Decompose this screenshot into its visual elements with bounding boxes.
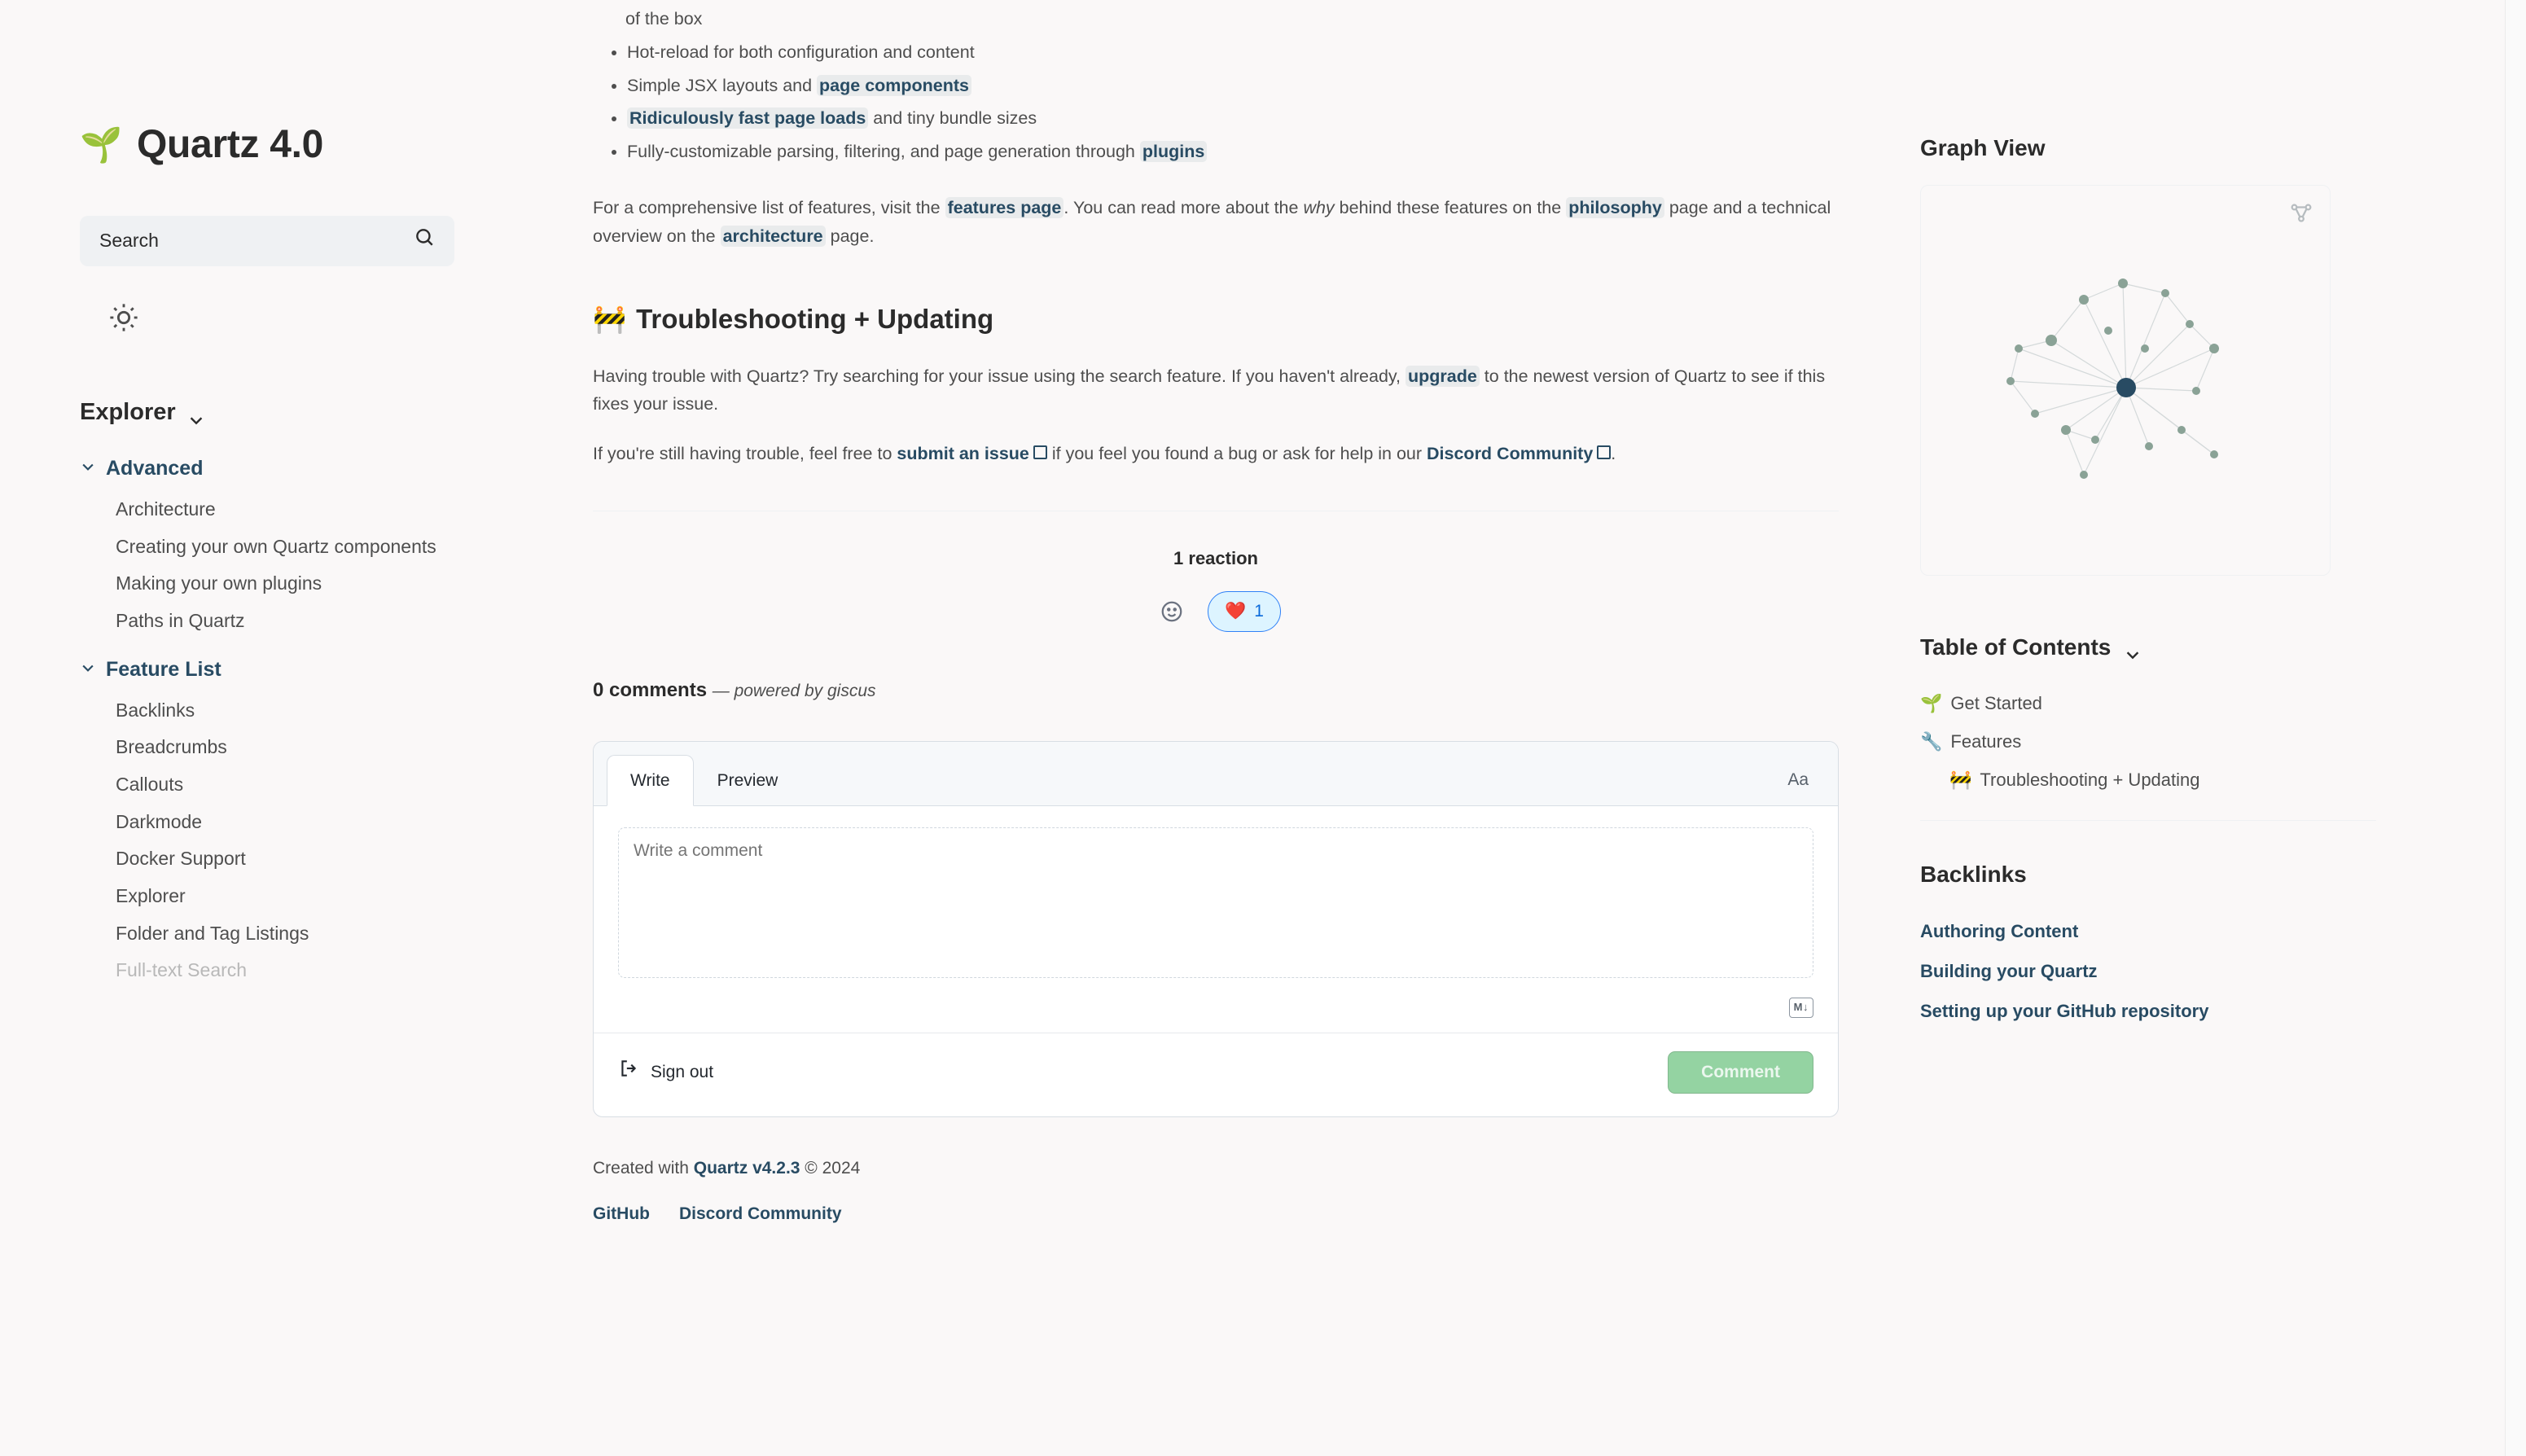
link-discord-community[interactable]: Discord Community	[1427, 444, 1611, 463]
sign-out-icon	[618, 1058, 639, 1088]
toc-item-features[interactable]	[1920, 722, 2376, 761]
page-footer	[593, 1155, 1839, 1227]
site-title[interactable]	[80, 114, 503, 177]
markdown-hint-row	[594, 994, 1838, 1033]
explorer-folder-advanced[interactable]	[80, 452, 503, 485]
backlink-item[interactable]: Authoring Content	[1920, 920, 2079, 941]
link-philosophy[interactable]: philosophy	[1566, 197, 1664, 218]
search-input[interactable]	[80, 216, 454, 266]
comment-box-footer	[594, 1033, 1838, 1116]
construction-icon: 🚧	[593, 303, 627, 334]
link-fast-page-loads[interactable]: Ridiculously fast page loads	[627, 107, 868, 129]
markdown-icon[interactable]: M↓	[1789, 998, 1813, 1018]
link-upgrade[interactable]: upgrade	[1406, 366, 1480, 387]
table-of-contents	[1920, 629, 2376, 821]
explorer-fade	[80, 1091, 503, 1189]
toc-item-troubleshooting[interactable]	[1920, 761, 2376, 799]
text-format-button[interactable]: Aa	[1787, 770, 1809, 789]
link-plugins[interactable]: plugins	[1140, 141, 1207, 162]
explorer-file[interactable]: Docker Support	[116, 848, 246, 870]
chevron-down-icon	[2124, 638, 2142, 656]
link-architecture[interactable]: architecture	[721, 226, 826, 247]
main-content	[593, 0, 1839, 1227]
heart-icon: ❤️	[1225, 602, 1247, 621]
toc-item-label: Troubleshooting + Updating	[1980, 769, 2200, 790]
search-placeholder: Search	[99, 230, 159, 252]
comments-count: 0 comments	[593, 679, 708, 702]
paragraph-issue: If you're still having trouble, feel free to submit an issue if you feel you found a bug or ask for help in our Discord Community .	[593, 444, 1616, 464]
section-heading-troubleshooting	[593, 298, 1839, 341]
explorer-file[interactable]: Folder and Tag Listings	[116, 922, 309, 944]
comment-editor	[594, 806, 1838, 994]
folder-label: Advanced	[106, 457, 204, 480]
explorer-file[interactable]: Making your own plugins	[116, 572, 322, 594]
feature-bullet-list	[593, 5, 1839, 166]
backlink-item[interactable]: Setting up your GitHub repository	[1920, 1001, 2209, 1022]
graph-view-title: Graph View	[1920, 135, 2046, 160]
comment-tabs	[594, 742, 1838, 807]
explorer-file[interactable]: Explorer	[116, 884, 186, 906]
seedling-icon: 🌱	[1920, 692, 1943, 713]
explorer-file[interactable]: Architecture	[116, 498, 216, 520]
footer-credit: Created with Quartz v4.2.3 © 2024	[593, 1159, 861, 1178]
tab-write[interactable]: Write	[607, 755, 694, 807]
link-submit-an-issue[interactable]: submit an issue	[897, 444, 1047, 463]
list-item: • Simple JSX layouts and page components	[627, 72, 1839, 100]
comments-header	[593, 675, 1839, 706]
page-scrollbar[interactable]	[2505, 0, 2526, 1456]
expand-graph-icon[interactable]	[2287, 200, 2315, 228]
explorer-file[interactable]: Paths in Quartz	[116, 610, 245, 632]
backlink-item[interactable]: Building your Quartz	[1920, 961, 2098, 982]
graph-view[interactable]	[1920, 185, 2331, 576]
comment-box	[593, 741, 1839, 1118]
footer-link-discord[interactable]: Discord Community	[678, 1204, 842, 1223]
right-sidebar	[1920, 0, 2376, 1032]
chevron-down-icon	[187, 403, 205, 421]
explorer-file[interactable]: Darkmode	[116, 810, 203, 832]
list-item: • Hot-reload for both configuration and content	[627, 38, 1839, 67]
reactions-section	[593, 544, 1839, 633]
backlinks-section	[1920, 857, 2376, 1031]
toc-title[interactable]: Table of Contents	[1920, 629, 2376, 666]
wrench-icon: 🔧	[1920, 730, 1943, 752]
footer-links	[593, 1200, 1839, 1228]
explorer-file[interactable]: Callouts	[116, 774, 184, 796]
toc-item-get-started[interactable]	[1920, 684, 2376, 722]
tab-preview[interactable]: Preview	[717, 770, 778, 790]
explorer-file[interactable]: Creating your own Quartz components	[116, 535, 436, 557]
chevron-down-icon	[80, 653, 96, 686]
explorer-file[interactable]: Backlinks	[116, 699, 195, 721]
heart-reaction-count: 1	[1254, 602, 1264, 621]
footer-link-github[interactable]: GitHub	[593, 1204, 650, 1223]
explorer-file[interactable]: Full-text Search	[116, 959, 248, 981]
explorer-title: Explorer	[80, 398, 176, 425]
sign-out-button[interactable]	[618, 1058, 713, 1088]
explorer-header[interactable]	[80, 393, 503, 431]
list-item: • Fully-customizable parsing, filtering, and page generation through plugins	[627, 138, 1839, 166]
sun-icon	[108, 302, 139, 341]
list-item: of the box	[625, 9, 703, 29]
chevron-down-icon	[80, 452, 96, 485]
paragraph-features: For a comprehensive list of features, visit the features page . You can read more about the why behind these features on the philosophy page and a technical overview on the architecture page.	[593, 198, 1831, 246]
toc-divider	[1920, 820, 2376, 821]
heart-reaction-button[interactable]	[1208, 591, 1281, 632]
comment-submit-button[interactable]: Comment	[1668, 1051, 1813, 1094]
toc-item-label: Get Started	[1950, 692, 2042, 713]
explorer-file[interactable]: Breadcrumbs	[116, 736, 227, 758]
link-quartz-version[interactable]: Quartz v4.2.3	[693, 1159, 800, 1178]
toc-item-label: Features	[1950, 730, 2022, 752]
comments-powered-by: — powered by giscus	[712, 682, 876, 701]
search-icon	[414, 226, 435, 256]
add-reaction-button[interactable]	[1151, 590, 1193, 633]
comment-textarea[interactable]	[618, 827, 1813, 978]
section-heading-text: Troubleshooting + Updating	[636, 303, 994, 334]
paragraph-troubleshooting: Having trouble with Quartz? Try searching for your issue using the search feature. If you haven't already, upgrade to the newest version of Quartz to see if this fixes your issue.	[593, 366, 1826, 414]
toc-list	[1920, 684, 2376, 800]
seedling-icon: 🌱	[80, 125, 122, 164]
folder-label: Feature List	[106, 657, 221, 681]
explorer-folder-feature-list[interactable]	[80, 653, 503, 686]
construction-icon: 🚧	[1949, 769, 1972, 790]
reaction-row	[593, 590, 1839, 633]
sign-out-label: Sign out	[651, 1063, 714, 1082]
link-features-page[interactable]: features page	[945, 197, 1064, 218]
darkmode-toggle[interactable]	[106, 304, 142, 340]
graph-canvas	[1921, 186, 2331, 576]
explorer-list	[80, 452, 503, 989]
left-sidebar	[80, 0, 503, 989]
list-item: • Ridiculously fast page loads and tiny bundle sizes	[627, 104, 1839, 133]
backlinks-title: Backlinks	[1920, 862, 2027, 888]
link-page-components[interactable]: page components	[817, 75, 971, 96]
site-title-text: Quartz 4.0	[137, 123, 324, 166]
reaction-count-label: 1 reaction	[1173, 548, 1258, 569]
